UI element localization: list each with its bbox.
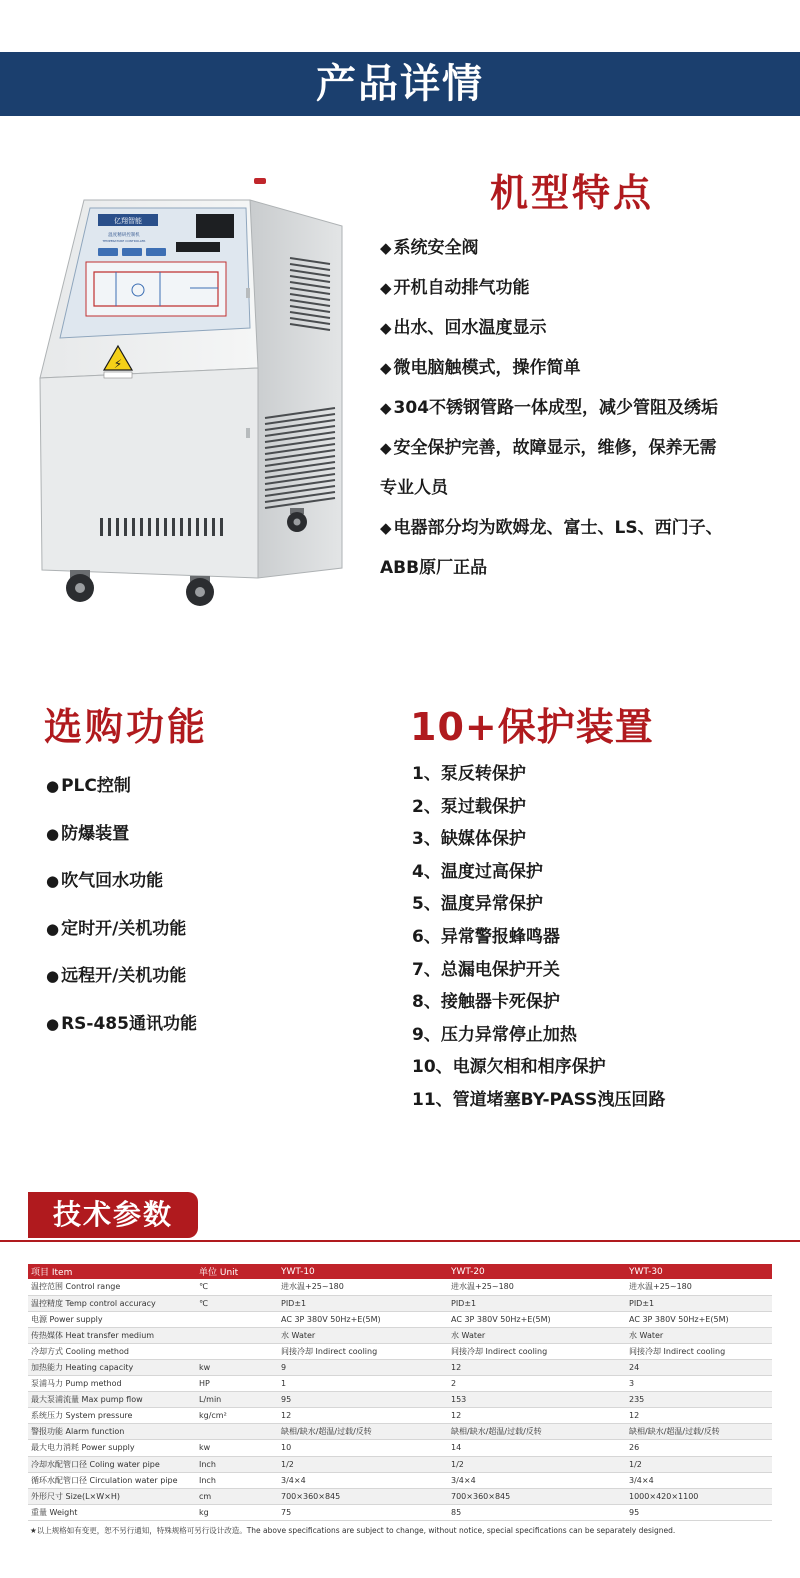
circle-bullet-icon: ●	[46, 967, 60, 986]
spec-cell: 700×360×845	[448, 1488, 626, 1504]
feature-item: ◆ 系统安全阀	[380, 238, 479, 258]
spec-cell: 2	[448, 1376, 626, 1392]
spec-cell: 26	[626, 1440, 772, 1456]
spec-header-ywt20: YWT-20	[448, 1264, 626, 1279]
spec-cell: 75	[278, 1504, 448, 1520]
spec-row	[28, 1440, 772, 1456]
spec-cell: 缺相/缺水/超温/过载/反转	[448, 1424, 626, 1440]
brand-text: 亿翔智能	[114, 217, 142, 225]
spec-cell: 3/4×4	[626, 1472, 772, 1488]
spec-row	[28, 1327, 772, 1343]
spec-cell: AC 3P 380V 50Hz+E(5M)	[278, 1311, 448, 1327]
spec-row	[28, 1456, 772, 1472]
spec-cell: ℃	[196, 1279, 278, 1295]
spec-cell: 95	[626, 1504, 772, 1520]
start-button	[98, 248, 118, 256]
protection-list	[412, 758, 665, 1117]
spec-table	[28, 1264, 772, 1521]
spec-cell: 进水温+25~180	[448, 1279, 626, 1295]
protection-item: 8、接触器卡死保护	[412, 992, 560, 1013]
spec-cell: 循环水配管口径 Circulation water pipe	[28, 1472, 196, 1488]
feature-item: ◆ 开机自动排气功能	[380, 278, 530, 298]
spec-cell: 24	[626, 1359, 772, 1375]
spec-cell: 警报功能 Alarm function	[28, 1424, 196, 1440]
circle-bullet-icon: ●	[46, 777, 60, 795]
circle-bullet-icon: ●	[46, 824, 60, 843]
spec-cell: 最大泵浦流量 Max pump flow	[28, 1392, 196, 1408]
protection-item: 5、温度异常保护	[412, 894, 543, 915]
feature-item: ◆ 电器部分均为欧姆龙、富士、LS、西门子、	[380, 518, 723, 538]
display-screen	[196, 214, 234, 238]
alarm-lamp	[254, 178, 266, 184]
spec-cell: L/min	[196, 1392, 278, 1408]
spec-cell	[196, 1343, 278, 1359]
diamond-bullet-icon: ◆	[380, 399, 392, 417]
spec-row	[28, 1504, 772, 1520]
spec-cell: PID±1	[626, 1295, 772, 1311]
spec-cell: 9	[278, 1359, 448, 1375]
spec-cell: PID±1	[278, 1295, 448, 1311]
circle-bullet-icon: ●	[46, 919, 60, 938]
feature-item: ◆ 安全保护完善，故障显示，维修，保养无需	[380, 438, 717, 458]
optional-item: ● RS-485通讯功能	[46, 1013, 197, 1034]
spec-cell: 85	[448, 1504, 626, 1520]
spec-header-ywt10: YWT-10	[278, 1264, 448, 1279]
spec-cell: kg/cm²	[196, 1408, 278, 1424]
spec-cell: 1	[278, 1376, 448, 1392]
device-name-text: 温度精研控制机	[108, 233, 140, 238]
spec-cell: 系统压力 System pressure	[28, 1408, 196, 1424]
protection-item: 10、电源欠相和相序保护	[412, 1057, 606, 1078]
spec-cell: 传热媒体 Heat transfer medium	[28, 1327, 196, 1343]
spec-cell: 温控范围 Control range	[28, 1279, 196, 1295]
spec-cell: 水 Water	[448, 1327, 626, 1343]
circle-bullet-icon: ●	[46, 872, 60, 891]
diamond-bullet-icon: ◆	[380, 519, 392, 537]
spec-cell: kw	[196, 1359, 278, 1375]
feature-item: ◆ 出水、回水温度显示	[380, 318, 547, 338]
feature-item-continued: ABB原厂正品	[380, 558, 488, 578]
spec-cell: 间接冷却 Indirect cooling	[278, 1343, 448, 1359]
feature-item: ◆ 304不锈钢管路一体成型，减少管阻及绣垢	[380, 398, 719, 418]
spec-footnote: ★以上规格如有变更，恕不另行通知，特殊规格可另行设计改造。The above specifications are subject to change, without notice, special specifications can be separately designed.	[30, 1526, 676, 1535]
spec-row	[28, 1392, 772, 1408]
spec-cell: 12	[448, 1359, 626, 1375]
device-name-en-text: TEMPERATURE CONTROLLER	[102, 239, 146, 243]
spec-cell: 缺相/缺水/超温/过载/反转	[626, 1424, 772, 1440]
spec-cell: 153	[448, 1392, 626, 1408]
specs-divider	[0, 1240, 800, 1242]
spec-cell: 进水温+25~180	[626, 1279, 772, 1295]
page-title: 产品详情	[316, 61, 484, 107]
mold-temperature-controller-image	[20, 178, 360, 608]
feature-item-continued: 专业人员	[380, 478, 448, 498]
optional-item: ● 防爆装置	[46, 823, 130, 844]
protection-item: 6、异常警报蜂鸣器	[412, 926, 560, 947]
spec-cell: 冷却水配管口径 Coling water pipe	[28, 1456, 196, 1472]
protection-item: 2、泵过载保护	[412, 796, 526, 817]
protection-item: 9、压力异常停止加热	[412, 1024, 577, 1045]
flow-schematic	[86, 262, 226, 316]
spec-header-item: 项目 Item	[28, 1264, 196, 1279]
spec-cell: HP	[196, 1376, 278, 1392]
spec-cell: cm	[196, 1488, 278, 1504]
spec-cell: Inch	[196, 1472, 278, 1488]
features-heading: 机型特点	[490, 171, 655, 215]
protection-item: 11、管道堵塞BY-PASS洩压回路	[412, 1089, 666, 1110]
spec-cell	[196, 1311, 278, 1327]
spec-cell: PID±1	[448, 1295, 626, 1311]
spec-cell: ℃	[196, 1295, 278, 1311]
spec-cell	[196, 1327, 278, 1343]
spec-row	[28, 1311, 772, 1327]
protection-item: 7、总漏电保护开关	[412, 959, 560, 980]
spec-cell	[196, 1424, 278, 1440]
diamond-bullet-icon: ◆	[380, 359, 392, 377]
spec-cell: 进水温+25~180	[278, 1279, 448, 1295]
spec-cell: 12	[626, 1408, 772, 1424]
spec-cell: Inch	[196, 1456, 278, 1472]
optional-heading: 选购功能	[44, 705, 209, 749]
protection-item: 4、温度过高保护	[412, 861, 543, 882]
spec-cell: AC 3P 380V 50Hz+E(5M)	[448, 1311, 626, 1327]
specs-heading: 技术参数	[52, 1198, 173, 1231]
spec-cell: 重量 Weight	[28, 1504, 196, 1520]
spec-cell: 加热能力 Heating capacity	[28, 1359, 196, 1375]
spec-cell: 3	[626, 1376, 772, 1392]
spec-cell: 10	[278, 1440, 448, 1456]
spec-cell: 1/2	[448, 1456, 626, 1472]
spec-cell: 1/2	[278, 1456, 448, 1472]
optional-item: ● PLC控制	[46, 776, 131, 796]
diamond-bullet-icon: ◆	[380, 279, 392, 297]
optional-item: ● 远程开/关机功能	[46, 966, 187, 987]
spec-header-ywt30: YWT-30	[626, 1264, 772, 1279]
diamond-bullet-icon: ◆	[380, 319, 392, 337]
spec-cell: 1000×420×1100	[626, 1488, 772, 1504]
reset-button	[146, 248, 166, 256]
spec-cell: 电源 Power supply	[28, 1311, 196, 1327]
spec-table-body	[28, 1279, 772, 1520]
spec-row	[28, 1359, 772, 1375]
spec-row	[28, 1488, 772, 1504]
spec-header-unit: 单位 Unit	[196, 1264, 278, 1279]
temperature-display	[176, 242, 220, 252]
spec-cell: 泵浦马力 Pump method	[28, 1376, 196, 1392]
spec-cell: 1/2	[626, 1456, 772, 1472]
spec-cell: 14	[448, 1440, 626, 1456]
spec-cell: 12	[448, 1408, 626, 1424]
stop-button	[122, 248, 142, 256]
spec-cell: 235	[626, 1392, 772, 1408]
svg-text:⚡: ⚡	[113, 357, 123, 371]
spec-row	[28, 1424, 772, 1440]
spec-row	[28, 1408, 772, 1424]
spec-cell: 最大电力消耗 Power supply	[28, 1440, 196, 1456]
optional-item: ● 定时开/关机功能	[46, 918, 187, 939]
spec-row	[28, 1343, 772, 1359]
spec-row	[28, 1295, 772, 1311]
spec-cell: 外形尺寸 Size(L×W×H)	[28, 1488, 196, 1504]
spec-cell: 温控精度 Temp control accuracy	[28, 1295, 196, 1311]
spec-row	[28, 1279, 772, 1295]
feature-item: ◆ 微电脑触模式，操作简单	[380, 358, 581, 378]
spec-cell: 12	[278, 1408, 448, 1424]
spec-cell: 水 Water	[278, 1327, 448, 1343]
spec-row	[28, 1472, 772, 1488]
spec-cell: AC 3P 380V 50Hz+E(5M)	[626, 1311, 772, 1327]
spec-header-row	[28, 1264, 772, 1279]
diamond-bullet-icon: ◆	[380, 239, 392, 257]
optional-list	[46, 763, 197, 1049]
spec-cell: kg	[196, 1504, 278, 1520]
protection-heading: 10+保护装置	[410, 705, 654, 749]
features-list	[380, 228, 790, 588]
circle-bullet-icon: ●	[46, 1014, 60, 1033]
spec-cell: 水 Water	[626, 1327, 772, 1343]
spec-cell: 700×360×845	[278, 1488, 448, 1504]
spec-cell: 95	[278, 1392, 448, 1408]
spec-cell: 冷却方式 Cooling method	[28, 1343, 196, 1359]
spec-cell: 间接冷却 Indirect cooling	[448, 1343, 626, 1359]
spec-cell: 3/4×4	[278, 1472, 448, 1488]
optional-item: ● 吹气回水功能	[46, 871, 164, 892]
diamond-bullet-icon: ◆	[380, 439, 392, 457]
spec-cell: kw	[196, 1440, 278, 1456]
protection-item: 3、缺媒体保护	[412, 829, 526, 850]
spec-cell: 缺相/缺水/超温/过载/反转	[278, 1424, 448, 1440]
spec-cell: 3/4×4	[448, 1472, 626, 1488]
spec-row	[28, 1376, 772, 1392]
spec-cell: 间接冷却 Indirect cooling	[626, 1343, 772, 1359]
protection-item: 1、泵反转保护	[412, 764, 526, 784]
